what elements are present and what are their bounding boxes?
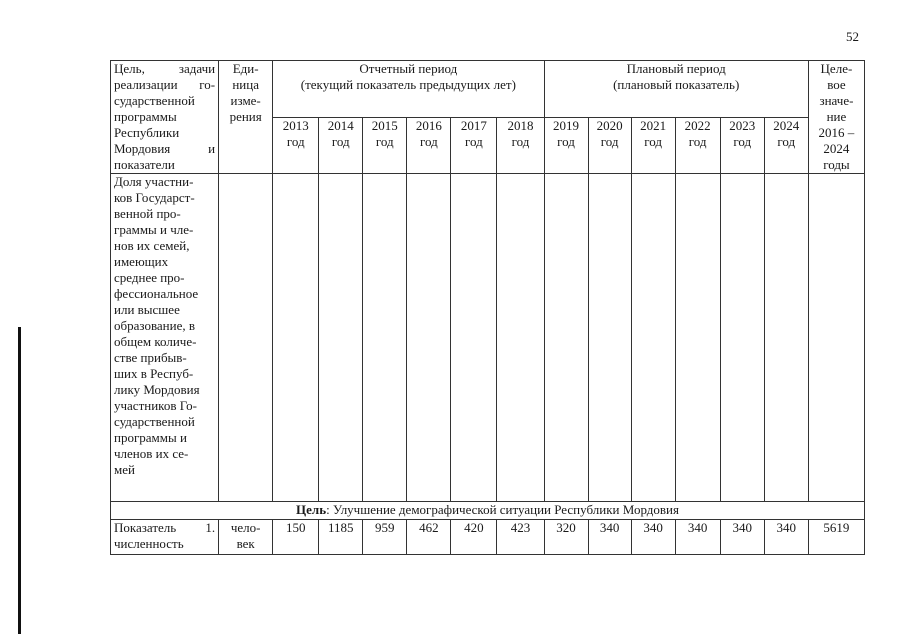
- year-word: год: [600, 133, 619, 149]
- year-word: год: [557, 133, 575, 149]
- empty-cell: [273, 174, 319, 502]
- empty-cell: [588, 174, 631, 502]
- year-word: год: [777, 133, 796, 149]
- year-number: 2019: [553, 117, 580, 133]
- empty-cell: [675, 174, 720, 502]
- goal-label: Цель: [296, 502, 327, 517]
- indicator-name-line: Показатель 1.: [114, 520, 216, 535]
- year-number: 2015: [371, 117, 398, 133]
- share-line: граммы и чле-: [114, 222, 194, 237]
- header-planned-period: [544, 61, 808, 118]
- year-number: 2016: [415, 117, 442, 133]
- planned-value: 340: [675, 520, 720, 555]
- year-word: год: [331, 133, 350, 149]
- empty-cell: [319, 174, 363, 502]
- year-word: год: [465, 133, 483, 149]
- reporting-value: 420: [451, 520, 497, 555]
- reporting-value: 150: [273, 520, 319, 555]
- year-header: [631, 117, 675, 174]
- share-line: мей: [114, 462, 135, 477]
- empty-cell: [764, 174, 808, 502]
- empty-cell: [631, 174, 675, 502]
- header-goal-line: программы: [114, 109, 177, 124]
- indicator-name-line: численность: [114, 536, 184, 551]
- year-number: 2021: [640, 117, 667, 133]
- header-goal-line: Республики: [114, 125, 180, 140]
- goal-statement: [111, 502, 865, 520]
- target-value: 5619: [808, 520, 864, 555]
- header-goal-line: показатели: [114, 157, 175, 172]
- share-line: венной про-: [114, 206, 181, 221]
- unit-line: чело-: [230, 520, 261, 535]
- year-header: [588, 117, 631, 174]
- year-number: 2014: [327, 117, 354, 133]
- year-header: [363, 117, 407, 174]
- reporting-period-subtitle: (текущий показатель предыдущих лет): [300, 77, 516, 92]
- year-number: 2024: [773, 117, 800, 133]
- header-target-column: [808, 61, 864, 174]
- share-line: участников Го-: [114, 398, 197, 413]
- year-word: год: [375, 133, 394, 149]
- year-word: год: [644, 133, 662, 149]
- share-line: образование, в: [114, 318, 196, 333]
- year-header: [497, 117, 544, 174]
- share-line: ков Государст-: [114, 190, 195, 205]
- header-goal-column: [111, 61, 219, 174]
- year-header: [451, 117, 497, 174]
- planned-value: 340: [720, 520, 764, 555]
- year-header: [407, 117, 451, 174]
- year-word: год: [511, 133, 530, 149]
- year-word: год: [419, 133, 438, 149]
- reporting-value: 462: [407, 520, 451, 555]
- header-goal-line: реализации го-: [114, 77, 216, 92]
- year-word: год: [733, 133, 752, 149]
- empty-cell: [219, 174, 273, 502]
- year-header: [764, 117, 808, 174]
- planned-period-title: Плановый период: [626, 61, 726, 76]
- share-indicator-description: [111, 174, 219, 502]
- header-goal-line: сударственной: [114, 93, 195, 108]
- header-target-line: Целе-: [820, 61, 853, 76]
- header-unit-column: [219, 61, 273, 174]
- header-unit-line: Еди-: [232, 61, 259, 76]
- share-line: фессиональное: [114, 286, 199, 301]
- share-line: общем количе-: [114, 334, 197, 349]
- year-header: [273, 117, 319, 174]
- empty-cell: [407, 174, 451, 502]
- share-line: нов их семей,: [114, 238, 190, 253]
- planned-value: 340: [631, 520, 675, 555]
- year-number: 2020: [596, 117, 623, 133]
- header-target-line: вое: [827, 77, 846, 92]
- year-number: 2022: [684, 117, 711, 133]
- share-line: среднее про-: [114, 270, 185, 285]
- reporting-period-title: Отчетный период: [359, 61, 458, 76]
- reporting-value: 959: [363, 520, 407, 555]
- year-word: год: [688, 133, 707, 149]
- scan-margin-bar: [18, 327, 21, 634]
- state-program-indicators-table: [110, 60, 865, 555]
- year-header: [720, 117, 764, 174]
- indicator-1-name: [111, 520, 219, 555]
- header-reporting-period: [273, 61, 544, 118]
- planned-value: 340: [588, 520, 631, 555]
- table-row-share-indicator: [111, 174, 865, 502]
- year-number: 2018: [507, 117, 534, 133]
- share-line: имеющих: [114, 254, 169, 269]
- year-header: [319, 117, 363, 174]
- year-number: 2023: [729, 117, 756, 133]
- empty-cell: [544, 174, 588, 502]
- header-unit-line: изме-: [230, 93, 261, 108]
- header-target-line: значе-: [819, 93, 854, 108]
- empty-cell: [808, 174, 864, 502]
- share-line: программы и: [114, 430, 187, 445]
- share-line: ших в Респуб-: [114, 366, 194, 381]
- planned-period-subtitle: (плановый показатель): [613, 77, 740, 92]
- indicator-1-unit: [219, 520, 273, 555]
- table-row-goal: [111, 502, 865, 520]
- year-number: 2017: [460, 117, 487, 133]
- share-line: сударственной: [114, 414, 195, 429]
- empty-cell: [451, 174, 497, 502]
- goal-text: : Улучшение демографической ситуации Республики Мордовия: [326, 502, 679, 517]
- empty-cell: [497, 174, 544, 502]
- share-line: членов их се-: [114, 446, 189, 461]
- unit-line: век: [236, 536, 255, 551]
- header-row-periods: [111, 61, 865, 118]
- header-unit-line: ница: [232, 77, 259, 92]
- share-line: Доля участни-: [114, 174, 194, 189]
- header-unit-line: рения: [229, 109, 262, 124]
- reporting-value: 423: [497, 520, 544, 555]
- year-header: [675, 117, 720, 174]
- page-number: 52: [846, 29, 859, 44]
- empty-cell: [720, 174, 764, 502]
- header-goal-line: Мордовия и: [114, 141, 216, 156]
- share-line: лику Мордовия: [114, 382, 200, 397]
- empty-cell: [363, 174, 407, 502]
- share-line: стве прибыв-: [114, 350, 187, 365]
- header-target-line: 2024: [823, 141, 850, 156]
- year-number: 2013: [282, 117, 309, 133]
- year-word: год: [286, 133, 305, 149]
- table-row-indicator-1: [111, 520, 865, 555]
- reporting-value: 1185: [319, 520, 363, 555]
- share-line: или высшее: [114, 302, 180, 317]
- planned-value: 340: [764, 520, 808, 555]
- header-target-line: годы: [823, 157, 850, 172]
- header-goal-line: Цель, задачи: [114, 61, 216, 76]
- header-target-line: ние: [826, 109, 847, 124]
- planned-value: 320: [544, 520, 588, 555]
- header-target-line: 2016 –: [818, 125, 855, 140]
- year-header: [544, 117, 588, 174]
